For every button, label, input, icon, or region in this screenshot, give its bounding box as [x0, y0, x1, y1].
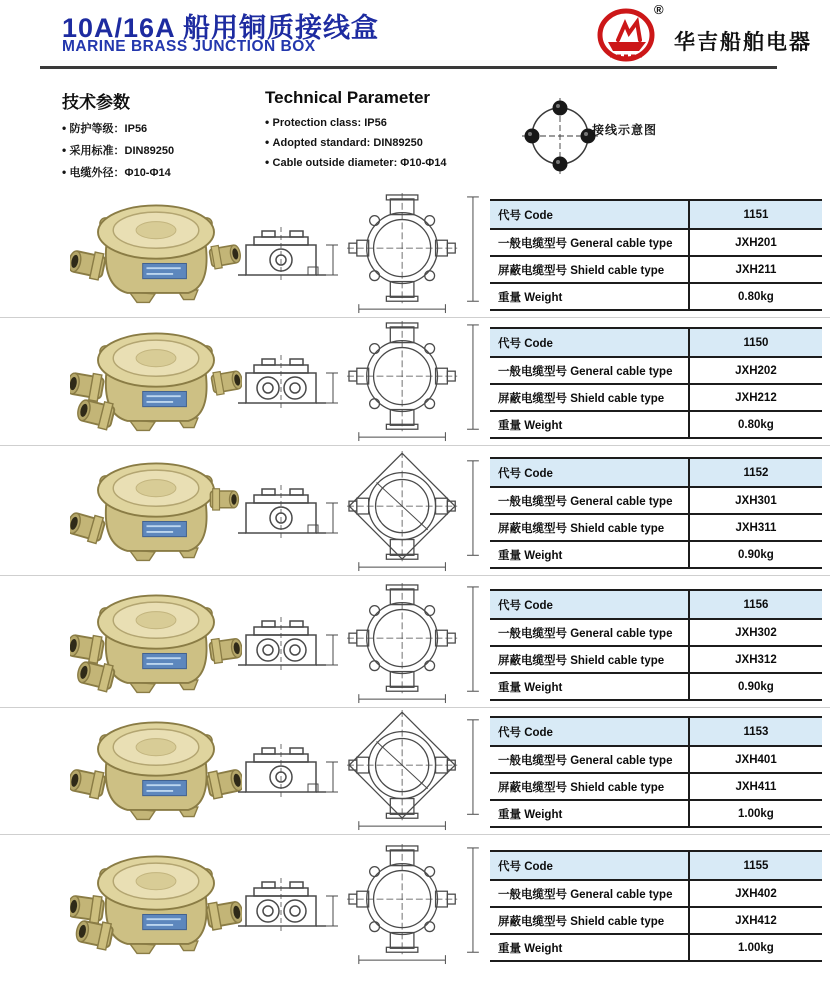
tech-params-en	[265, 88, 500, 175]
side-view-drawing	[238, 214, 342, 294]
product-row	[0, 707, 830, 835]
spec-row-code	[490, 590, 822, 619]
spec-label-code: 代号 Code	[490, 200, 689, 229]
product-row	[0, 580, 830, 708]
spec-label-code: 代号 Code	[490, 328, 689, 357]
spec-value-general: JXH401	[735, 753, 777, 766]
spec-label-general: 一般电缆型号 General cable type	[490, 746, 689, 773]
spec-value-general: JXH301	[735, 494, 777, 507]
spec-value-shield: JXH312	[735, 653, 777, 666]
spec-label-shield: 屏蔽电缆型号 Shield cable type	[490, 646, 689, 673]
spec-value-weight: 0.90kg	[738, 680, 774, 693]
product-photo	[70, 195, 242, 311]
page-title: 10A/16A 船用铜质接线盒	[62, 13, 380, 43]
spec-label-shield: 屏蔽电缆型号 Shield cable type	[490, 256, 689, 283]
front-view-drawing	[334, 710, 484, 832]
spec-row-weight	[490, 541, 822, 568]
spec-table	[490, 589, 822, 701]
brand-logo-icon	[596, 4, 668, 64]
brand-name: 华吉船舶电器	[674, 31, 812, 54]
spec-value-weight: 0.80kg	[738, 418, 774, 431]
spec-row-shield	[490, 907, 822, 934]
spec-label-general: 一般电缆型号 General cable type	[490, 487, 689, 514]
wiring-schematic-label: 接线示意图	[592, 123, 658, 137]
spec-row-code	[490, 851, 822, 880]
product-photo	[70, 846, 242, 962]
spec-label-general: 一般电缆型号 General cable type	[490, 880, 689, 907]
spec-row-weight	[490, 283, 822, 310]
spec-label-general: 一般电缆型号 General cable type	[490, 357, 689, 384]
spec-value-code: 1153	[689, 717, 822, 746]
spec-table	[490, 457, 822, 569]
spec-value-shield: JXH311	[735, 521, 777, 534]
spec-row-code	[490, 200, 822, 229]
product-photo	[70, 453, 242, 569]
front-view-drawing	[334, 451, 484, 573]
front-view-drawing	[334, 193, 484, 315]
spec-row-code	[490, 328, 822, 357]
spec-value-general: JXH201	[735, 236, 777, 249]
spec-row-general	[490, 880, 822, 907]
tech-param-item: • Adopted standard: DIN89250	[265, 135, 500, 149]
product-photo	[70, 323, 242, 439]
spec-label-code: 代号 Code	[490, 590, 689, 619]
spec-value-shield: JXH212	[735, 391, 777, 404]
product-row	[0, 190, 830, 318]
spec-row-weight	[490, 934, 822, 961]
side-view-drawing	[238, 472, 342, 552]
spec-label-weight: 重量 Weight	[490, 800, 689, 827]
spec-row-weight	[490, 411, 822, 438]
side-view-drawing	[238, 604, 342, 684]
tech-param-item: • 防护等级：IP56	[62, 120, 257, 136]
spec-label-shield: 屏蔽电缆型号 Shield cable type	[490, 514, 689, 541]
spec-value-general: JXH202	[735, 364, 777, 377]
spec-value-code: 1156	[689, 590, 822, 619]
product-photo	[70, 585, 242, 701]
spec-table	[490, 327, 822, 439]
spec-table	[490, 199, 822, 311]
registered-trademark-symbol: ®	[654, 2, 664, 17]
tech-param-item: • 采用标准：DIN89250	[62, 142, 257, 158]
spec-table	[490, 850, 822, 962]
spec-row-shield	[490, 773, 822, 800]
spec-value-weight: 0.80kg	[738, 290, 774, 303]
spec-label-weight: 重量 Weight	[490, 934, 689, 961]
spec-row-general	[490, 229, 822, 256]
spec-label-code: 代号 Code	[490, 717, 689, 746]
spec-label-code: 代号 Code	[490, 458, 689, 487]
spec-value-weight: 1.00kg	[738, 807, 774, 820]
spec-row-general	[490, 619, 822, 646]
side-view-drawing	[238, 342, 342, 422]
spec-row-shield	[490, 646, 822, 673]
spec-row-shield	[490, 514, 822, 541]
spec-value-shield: JXH411	[735, 780, 777, 793]
spec-value-general: JXH402	[735, 887, 777, 900]
product-row	[0, 448, 830, 576]
spec-label-general: 一般电缆型号 General cable type	[490, 229, 689, 256]
tech-param-item: • 电缆外径：Φ10-Φ14	[62, 164, 257, 180]
front-view-drawing	[334, 583, 484, 705]
spec-table	[490, 716, 822, 828]
spec-row-shield	[490, 384, 822, 411]
side-view-drawing	[238, 865, 342, 945]
side-view-drawing	[238, 731, 342, 811]
spec-value-shield: JXH211	[735, 263, 777, 276]
header-divider	[40, 66, 777, 69]
spec-row-code	[490, 458, 822, 487]
spec-value-weight: 0.90kg	[738, 548, 774, 561]
spec-row-weight	[490, 800, 822, 827]
spec-label-weight: 重量 Weight	[490, 541, 689, 568]
product-row	[0, 318, 830, 446]
tech-param-item: • Protection class: IP56	[265, 115, 500, 129]
tech-params-heading-en: Technical Parameter	[265, 88, 431, 107]
spec-row-shield	[490, 256, 822, 283]
product-row	[0, 841, 830, 968]
spec-label-shield: 屏蔽电缆型号 Shield cable type	[490, 773, 689, 800]
brand-area	[596, 4, 812, 64]
tech-param-item: • Cable outside diameter: Φ10-Φ14	[265, 155, 500, 169]
spec-label-weight: 重量 Weight	[490, 673, 689, 700]
spec-row-general	[490, 487, 822, 514]
page-subtitle: MARINE BRASS JUNCTION BOX	[62, 38, 316, 55]
spec-value-code: 1151	[689, 200, 822, 229]
spec-label-general: 一般电缆型号 General cable type	[490, 619, 689, 646]
tech-params-zh	[62, 88, 257, 186]
spec-value-general: JXH302	[735, 626, 777, 639]
spec-label-shield: 屏蔽电缆型号 Shield cable type	[490, 907, 689, 934]
spec-value-code: 1155	[689, 851, 822, 880]
spec-row-general	[490, 357, 822, 384]
spec-row-general	[490, 746, 822, 773]
spec-label-shield: 屏蔽电缆型号 Shield cable type	[490, 384, 689, 411]
spec-row-weight	[490, 673, 822, 700]
tech-params-heading-zh: 技术参数	[62, 93, 130, 112]
product-photo	[70, 712, 242, 828]
spec-value-weight: 1.00kg	[738, 941, 774, 954]
spec-value-shield: JXH412	[735, 914, 777, 927]
spec-row-code	[490, 717, 822, 746]
spec-value-code: 1152	[689, 458, 822, 487]
front-view-drawing	[334, 844, 484, 966]
spec-value-code: 1150	[689, 328, 822, 357]
front-view-drawing	[334, 321, 484, 443]
spec-label-weight: 重量 Weight	[490, 283, 689, 310]
spec-label-code: 代号 Code	[490, 851, 689, 880]
spec-label-weight: 重量 Weight	[490, 411, 689, 438]
